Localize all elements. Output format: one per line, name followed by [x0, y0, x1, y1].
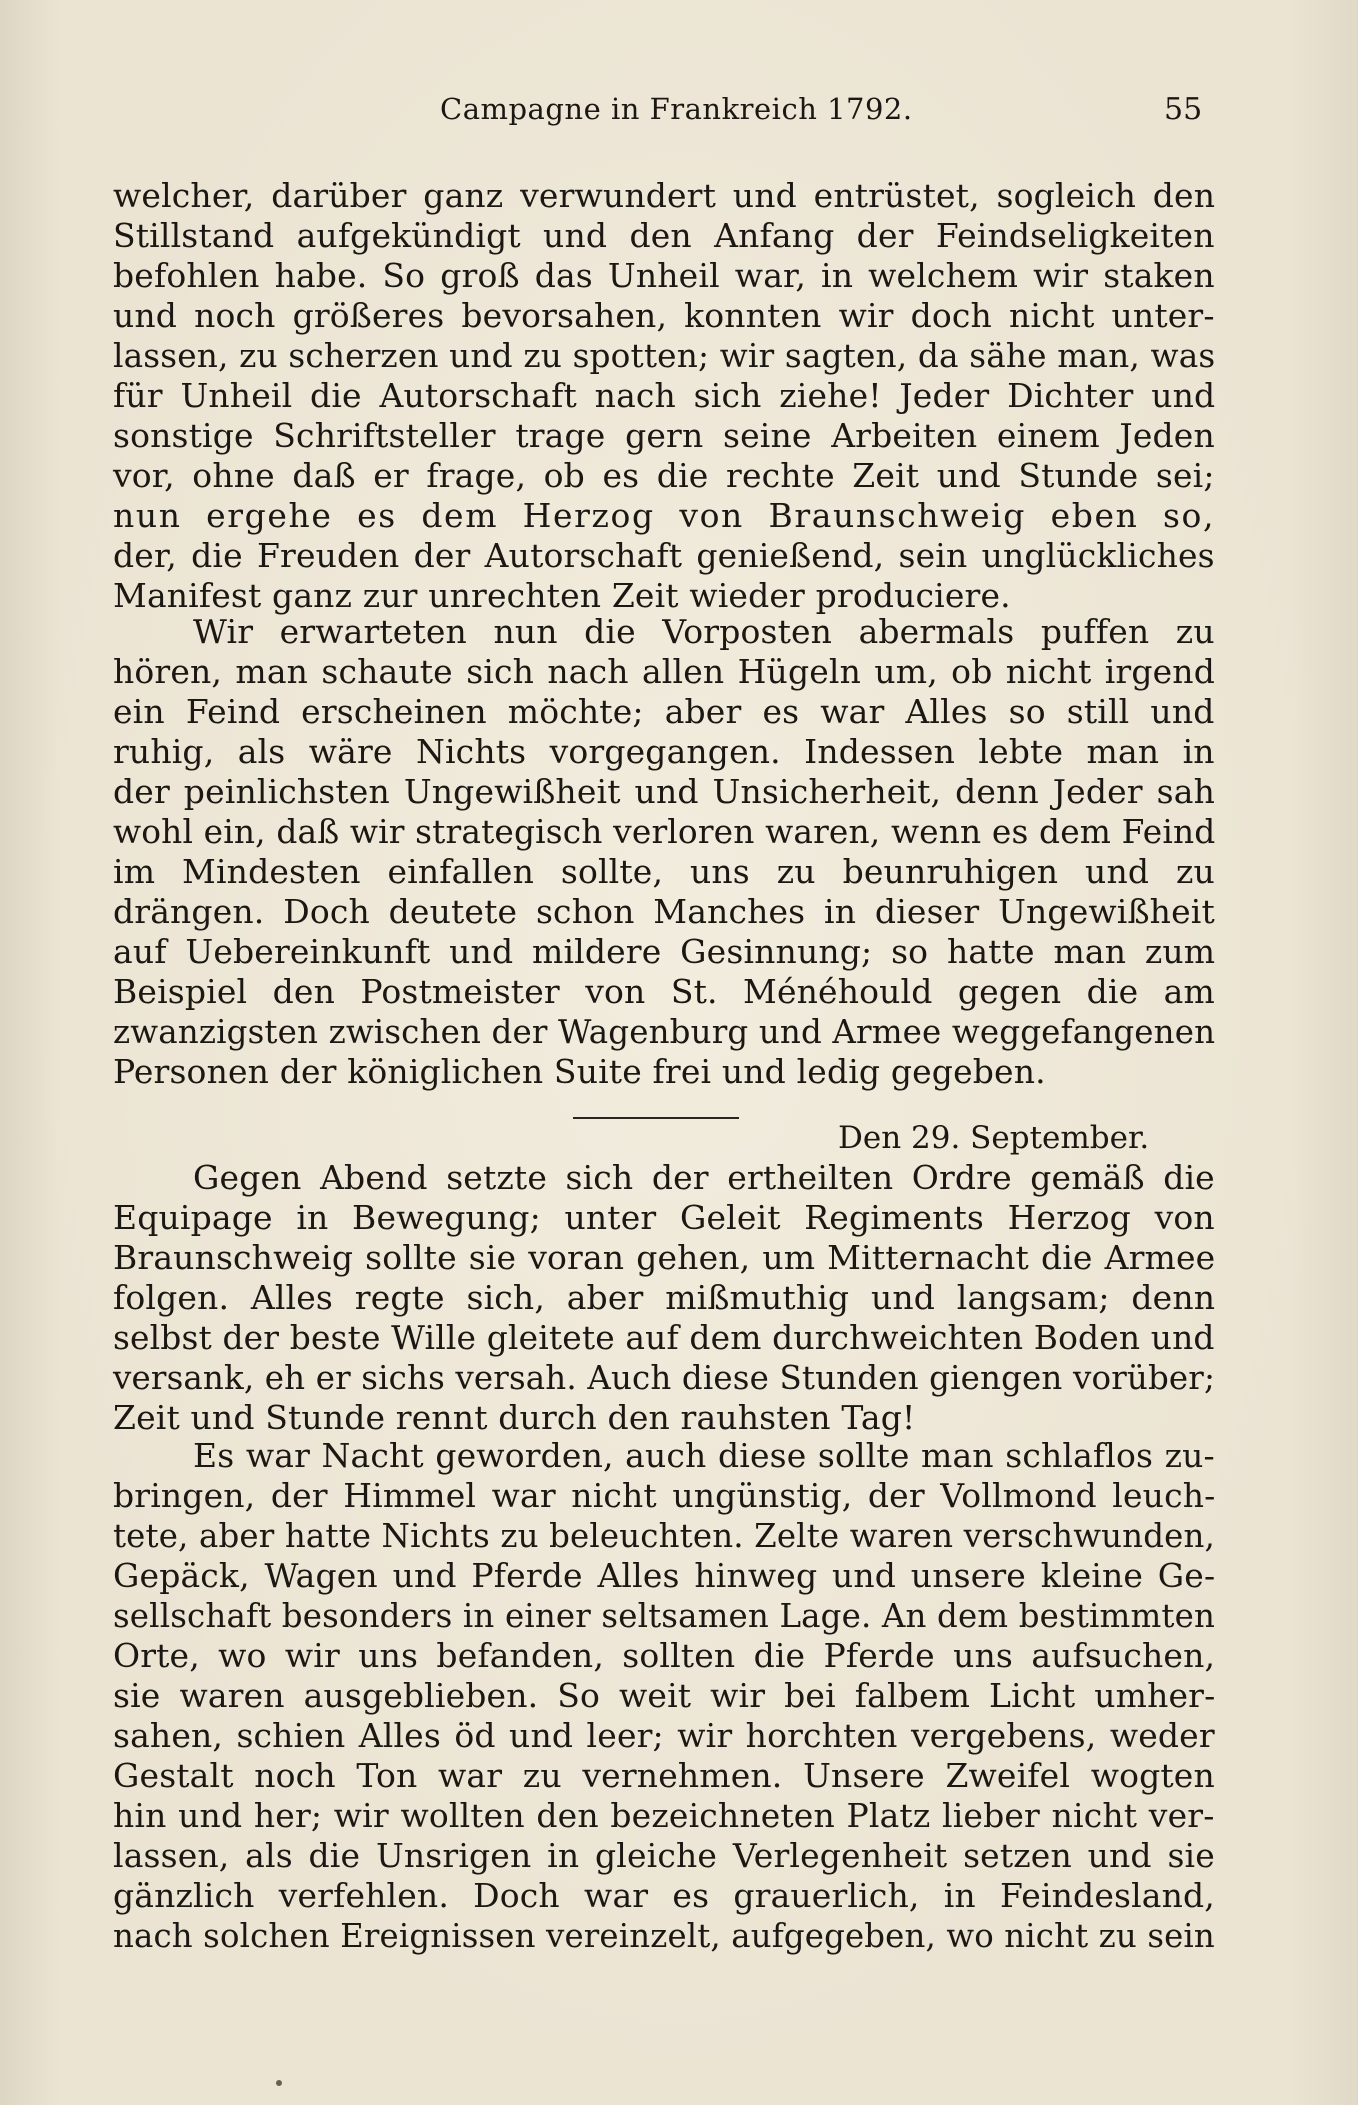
text-line: der peinlichsten Ungewißheit und Unsicherheit, denn Jeder sah — [113, 772, 1215, 811]
text-line: ein Feind erscheinen möchte; aber es war Alles so still und — [113, 692, 1215, 731]
text-line: im Mindesten einfallen sollte, uns zu beunruhigen und zu — [113, 852, 1215, 891]
text-line: nach solchen Ereignissen vereinzelt, aufgegeben, wo nicht zu sein — [113, 1916, 1215, 1955]
text-line: folgen. Alles regte sich, aber mißmuthig und langsam; denn — [113, 1278, 1216, 1317]
text-line: Manifest ganz zur unrechten Zeit wieder produciere. — [113, 576, 1011, 615]
text-line: auf Uebereinkunft und mildere Gesinnung; so hatte man zum — [113, 932, 1216, 971]
text-line: nun ergehe es dem Herzog von Braunschweig eben so, — [113, 496, 1216, 535]
text-line: sellschaft besonders in einer seltsamen Lage. An dem bestimmten — [113, 1596, 1216, 1635]
text-line: lassen, als die Unsrigen in gleiche Verlegenheit setzen und sie — [113, 1836, 1215, 1875]
text-line: und noch größeres bevorsahen, konnten wir doch nicht unter- — [113, 296, 1215, 335]
text-line: Orte, wo wir uns befanden, sollten die Pferde uns aufsuchen, — [113, 1636, 1216, 1675]
text-line: selbst der beste Wille gleitete auf dem durchweichten Boden und — [113, 1318, 1215, 1357]
text-line: wohl ein, daß wir strategisch verloren waren, wenn es dem Feind — [113, 812, 1216, 851]
text-line: Zeit und Stunde rennt durch den rauhsten Tag! — [113, 1398, 916, 1437]
text-line: Gegen Abend setzte sich der ertheilten Ordre gemäß die — [193, 1158, 1215, 1197]
text-line: Beispiel den Postmeister von St. Ménéhould gegen die am — [113, 972, 1215, 1011]
text-line: Gestalt noch Ton war zu vernehmen. Unsere Zweifel wogten — [113, 1756, 1215, 1795]
text-line: Es war Nacht geworden, auch diese sollte man schlaflos zu- — [193, 1436, 1215, 1475]
text-line: ruhig, als wäre Nichts vorgegangen. Indessen lebte man in — [113, 732, 1215, 771]
text-line: zwanzigsten zwischen der Wagenburg und Armee weggefangenen — [113, 1012, 1216, 1051]
text-line: tete, aber hatte Nichts zu beleuchten. Zelte waren verschwunden, — [113, 1516, 1215, 1555]
text-line: sie waren ausgeblieben. So weit wir bei falbem Licht umher- — [113, 1676, 1216, 1715]
text-line: hin und her; wir wollten den bezeichneten Platz lieber nicht ver- — [113, 1796, 1215, 1835]
text-line: vor, ohne daß er frage, ob es die rechte Zeit und Stunde sei; — [113, 456, 1215, 495]
text-line: Gepäck, Wagen und Pferde Alles hinweg und unsere kleine Ge- — [113, 1556, 1216, 1595]
text-line: Stillstand aufgekündigt und den Anfang der Feindseligkeiten — [113, 216, 1215, 255]
text-line: Braunschweig sollte sie voran gehen, um Mitternacht die Armee — [113, 1238, 1216, 1277]
text-line: befohlen habe. So groß das Unheil war, in welchem wir staken — [113, 256, 1215, 295]
running-title: Campagne in Frankreich 1792. — [440, 92, 913, 126]
text-line: Equipage in Bewegung; unter Geleit Regiments Herzog von — [113, 1198, 1215, 1237]
text-line: welcher, darüber ganz verwundert und entrüstet, sogleich den — [113, 176, 1216, 215]
text-line: für Unheil die Autorschaft nach sich ziehe! Jeder Dichter und — [113, 376, 1216, 415]
text-line: Wir erwarteten nun die Vorposten abermals puffen zu — [193, 612, 1215, 651]
text-line: Personen der königlichen Suite frei und ledig gegeben. — [113, 1052, 1046, 1091]
text-line: versank, eh er sichs versah. Auch diese Stunden giengen vorüber; — [113, 1358, 1216, 1397]
text-line: drängen. Doch deutete schon Manches in dieser Ungewißheit — [113, 892, 1215, 931]
page-number: 55 — [1164, 92, 1203, 127]
text-line: hören, man schaute sich nach allen Hügeln um, ob nicht irgend — [113, 652, 1215, 691]
text-line: der, die Freuden der Autorschaft genießend, sein unglückliches — [113, 536, 1215, 575]
section-divider-rule — [573, 1117, 739, 1119]
text-line: sonstige Schriftsteller trage gern seine Arbeiten einem Jeden — [113, 416, 1215, 455]
text-line: gänzlich verfehlen. Doch war es grauerlich, in Feindesland, — [113, 1876, 1215, 1915]
paper-speck — [276, 2080, 282, 2086]
text-line: bringen, der Himmel war nicht ungünstig, der Vollmond leuch- — [113, 1476, 1216, 1515]
page-header — [0, 92, 1358, 142]
section-date-heading: Den 29. September. — [838, 1120, 1150, 1156]
text-line: sahen, schien Alles öd und leer; wir horchten vergebens, weder — [113, 1716, 1215, 1755]
text-line: lassen, zu scherzen und zu spotten; wir sagten, da sähe man, was — [113, 336, 1216, 375]
